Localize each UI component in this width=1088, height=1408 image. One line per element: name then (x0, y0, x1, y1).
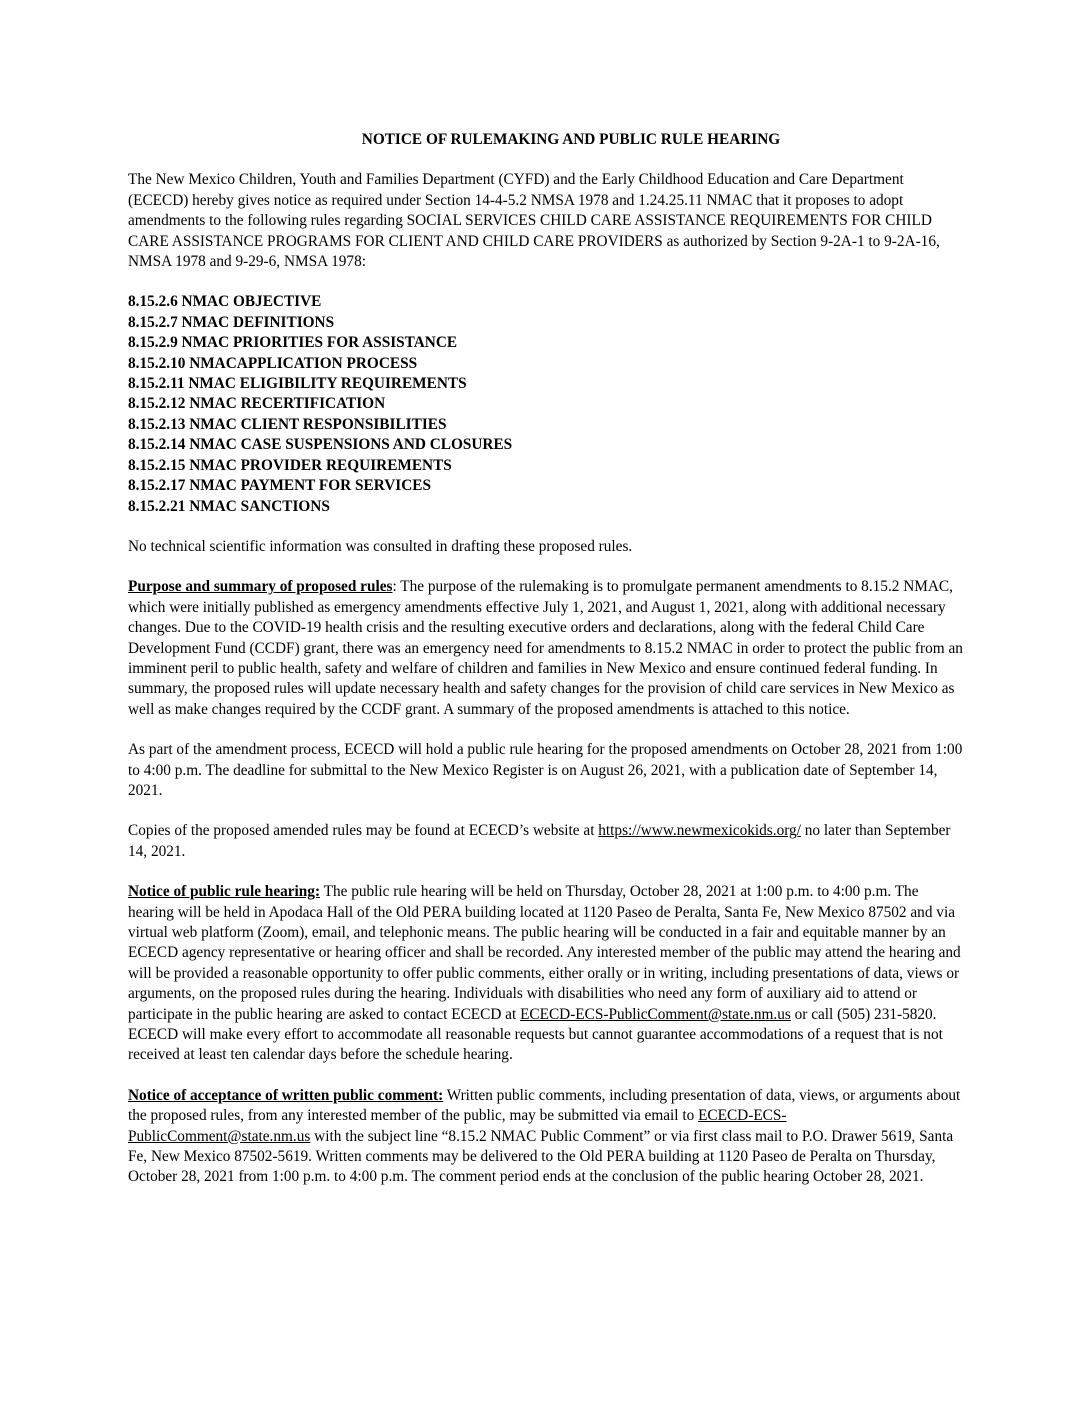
rule-item: 8.15.2.7 NMAC DEFINITIONS (128, 313, 335, 331)
purpose-paragraph (128, 577, 964, 720)
copies-text-before: Copies of the proposed amended rules may be found at ECECD’s website at (128, 822, 599, 840)
hearing-body-after: or call (505) 231-5820. ECECD will make every effort to accommodate all reasonable requests but cannot guarantee accommodations of a request that is not received at least ten calendar days before the schedule hearing. (128, 1005, 943, 1064)
rule-item: 8.15.2.11 NMAC ELIGIBILITY REQUIREMENTS (128, 375, 467, 393)
copies-text-after: no later than September 14, 2021. (128, 822, 951, 860)
rule-item: 8.15.2.21 NMAC SANCTIONS (128, 497, 330, 515)
hearing-email-link[interactable]: ECECD-ECS-PublicComment@state.nm.us (520, 1005, 791, 1023)
document-page (128, 130, 964, 1208)
hearing-intro-paragraph: As part of the amendment process, ECECD will hold a public rule hearing for the proposed amendments on October 28, 2021 from 1:00 to 4:00 p.m. The deadline for submittal to the New Mexico Register is on August 26, 2021, with a publication date of September 14, 2021. (128, 741, 963, 799)
purpose-heading-suffix: : (392, 578, 397, 596)
copies-paragraph (128, 821, 964, 862)
comment-body-after: with the subject line “8.15.2 NMAC Public Comment” or via first class mail to P.O. Drawer 5619, Santa Fe, New Mexico 87502-5619. Written comments may be delivered to the Old PERA building at 1120 Paseo de Peralta on Thursday, October 28, 2021 from 1:00 p.m. to 4:00 p.m. The comment period ends at the conclusion of the public hearing October 28, 2021. (128, 1127, 954, 1186)
page-title: NOTICE OF RULEMAKING AND PUBLIC RULE HEARING (361, 131, 781, 148)
rule-item: 8.15.2.10 NMACAPPLICATION PROCESS (128, 354, 418, 372)
rule-list (128, 292, 964, 516)
purpose-body: The purpose of the rulemaking is to promulgate permanent amendments to 8.15.2 NMAC, which were initially published as emergency amendments effective July 1, 2021, and August 1, 2021, along with additional necessary changes. Due to the COVID-19 health crisis and the resulting executive orders and declarations, along with the federal Child Care Development Fund (CCDF) grant, there was an emergency need for amendments to 8.15.2 NMAC in order to protect the public from an imminent peril to public health, safety and welfare of children and families in New Mexico and ensure continued federal funding. In summary, the proposed rules will update necessary health and safety changes for the provision of child care services in New Mexico as well as make changes required by the CCDF grant. A summary of the proposed amendments is attached to this notice. (128, 578, 963, 718)
rule-item: 8.15.2.15 NMAC PROVIDER REQUIREMENTS (128, 456, 452, 474)
website-link[interactable]: https://www.newmexicokids.org/ (598, 822, 801, 840)
comment-heading: Notice of acceptance of written public comment: (128, 1086, 444, 1104)
rule-item: 8.15.2.6 NMAC OBJECTIVE (128, 293, 322, 311)
rule-item: 8.15.2.14 NMAC CASE SUSPENSIONS AND CLOSURES (128, 436, 513, 454)
intro-paragraph: The New Mexico Children, Youth and Families Department (CYFD) and the Early Childhood Education and Care Department (ECECD) hereby gives notice as required under Section 14-4-5.2 NMSA 1978 and 1.24.25.11 NMAC that it proposes to adopt amendments to the following rules regarding SOCIAL SERVICES CHILD CARE ASSISTANCE REQUIREMENTS FOR CHILD CARE ASSISTANCE PROGRAMS FOR CLIENT AND CHILD CARE PROVIDERS as authorized by Section 9-2A-1 to 9-2A-16, NMSA 1978 and 9-29-6, NMSA 1978: (128, 171, 940, 271)
hearing-body-before: The public rule hearing will be held on Thursday, October 28, 2021 at 1:00 p.m. to 4:00 p.m. The hearing will be held in Apodaca Hall of the Old PERA building located at 1120 Paseo de Peralta, Santa Fe, New Mexico 87502 and via virtual web platform (Zoom), email, and telephonic means. The public hearing will be conducted in a fair and equitable manner by an ECECD agency representative or hearing officer and shall be recorded. Any interested member of the public may attend the hearing and will be provided a reasonable opportunity to offer public comments, either orally or in writing, including presentations of data, views or arguments, on the proposed rules during the hearing. Individuals with disabilities who need any form of auxiliary aid to attend or participate in the public hearing are asked to contact ECECD at (128, 883, 961, 1023)
comment-paragraph (128, 1086, 964, 1188)
comment-email-link[interactable]: ECECD-ECS-PublicComment@state.nm.us (128, 1107, 787, 1145)
rule-item: 8.15.2.13 NMAC CLIENT RESPONSIBILITIES (128, 415, 447, 433)
rule-item: 8.15.2.9 NMAC PRIORITIES FOR ASSISTANCE (128, 334, 458, 352)
comment-body-before: Written public comments, including presentation of data, views, or arguments about the proposed rules, from any interested member of the public, may be submitted via email to (128, 1086, 961, 1125)
rule-item: 8.15.2.12 NMAC RECERTIFICATION (128, 395, 386, 413)
purpose-heading: Purpose and summary of proposed rules (128, 578, 393, 596)
hearing-heading: Notice of public rule hearing: (128, 883, 321, 901)
technical-note: No technical scientific information was consulted in drafting these proposed rules. (128, 537, 633, 555)
rule-item: 8.15.2.17 NMAC PAYMENT FOR SERVICES (128, 477, 432, 495)
hearing-paragraph (128, 882, 964, 1066)
